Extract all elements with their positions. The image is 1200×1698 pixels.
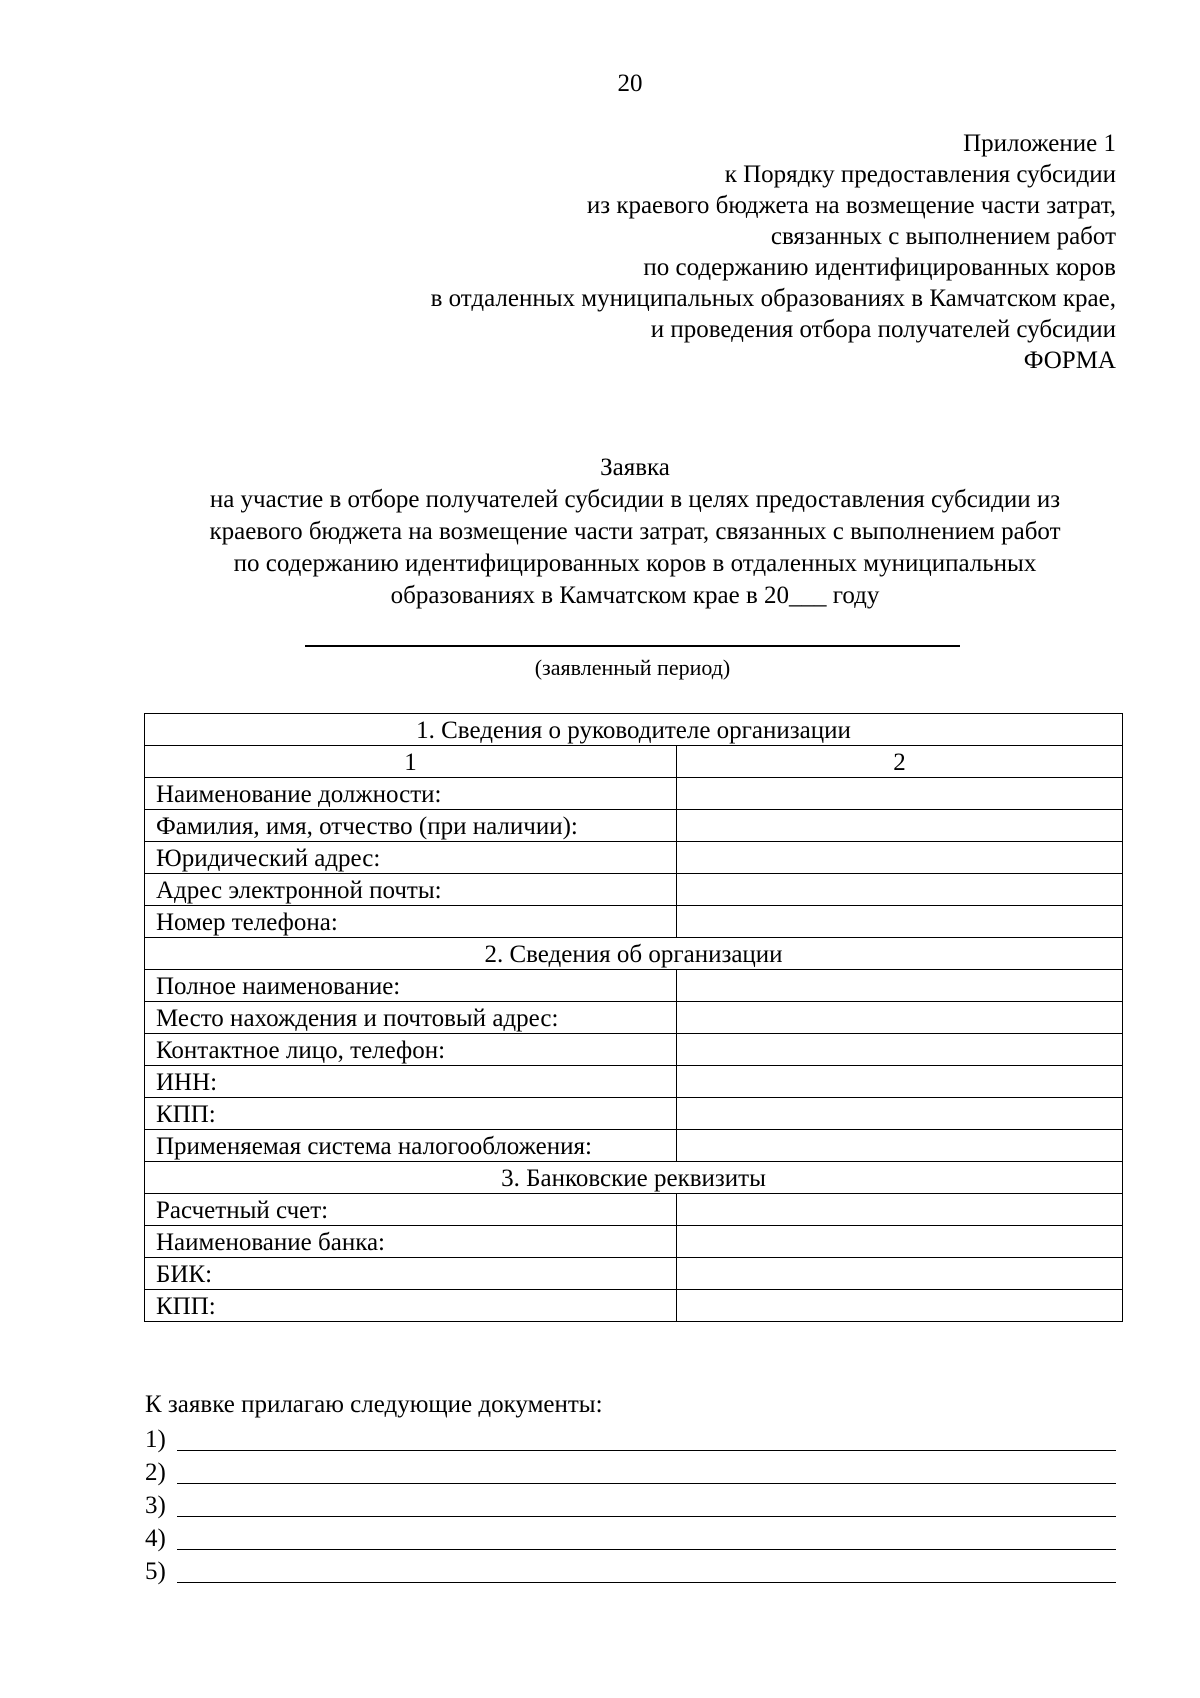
field-label: ИНН: <box>145 1066 677 1098</box>
table-row <box>145 1194 1123 1226</box>
field-value[interactable] <box>677 842 1123 874</box>
field-value[interactable] <box>677 1194 1123 1226</box>
table-row <box>145 1226 1123 1258</box>
document-title <box>145 452 1125 612</box>
section2-title: 2. Сведения об организации <box>145 938 1123 970</box>
field-label: Полное наименование: <box>145 970 677 1002</box>
title-line: образованиях в Камчатском крае в 20___ году <box>390 582 880 609</box>
table-row <box>145 1258 1123 1290</box>
title-heading: Заявка <box>600 454 670 481</box>
attachment-fill-line[interactable] <box>177 1523 1116 1550</box>
title-line: на участие в отборе получателей субсидии в целях предоставления субсидии из <box>209 486 1061 513</box>
list-item <box>145 1421 1125 1454</box>
period-fill-line[interactable] <box>305 645 960 647</box>
appendix-line: связанных с выполнением работ <box>770 223 1116 250</box>
attachment-number: 4) <box>145 1525 166 1552</box>
form-label: ФОРМА <box>1023 347 1116 374</box>
field-label: Наименование банка: <box>145 1226 677 1258</box>
field-label: Наименование должности: <box>145 778 677 810</box>
field-label: Юридический адрес: <box>145 842 677 874</box>
field-value[interactable] <box>677 970 1123 1002</box>
field-value[interactable] <box>677 906 1123 938</box>
table-row <box>145 874 1123 906</box>
appendix-line: в отдаленных муниципальных образованиях в Камчатском крае, <box>430 285 1116 312</box>
attachment-number: 2) <box>145 1459 166 1486</box>
section-header-row <box>145 714 1123 746</box>
attachment-number: 1) <box>145 1426 166 1453</box>
field-value[interactable] <box>677 1002 1123 1034</box>
field-value[interactable] <box>677 778 1123 810</box>
field-label: Контактное лицо, телефон: <box>145 1034 677 1066</box>
table-row <box>145 1130 1123 1162</box>
field-value[interactable] <box>677 1098 1123 1130</box>
appendix-line: и проведения отбора получателей субсидии <box>650 316 1116 343</box>
period-caption: (заявленный период) <box>534 655 731 680</box>
field-label: Расчетный счет: <box>145 1194 677 1226</box>
field-value[interactable] <box>677 810 1123 842</box>
table-row <box>145 1066 1123 1098</box>
column-numbers-row <box>145 746 1123 778</box>
appendix-line: из краевого бюджета на возмещение части затрат, <box>586 192 1116 219</box>
attachments-title: К заявке прилагаю следующие документы: <box>145 1391 603 1418</box>
field-value[interactable] <box>677 1258 1123 1290</box>
attachment-fill-line[interactable] <box>177 1556 1116 1583</box>
column-2-header: 2 <box>677 746 1123 778</box>
list-item <box>145 1520 1125 1553</box>
field-label: БИК: <box>145 1258 677 1290</box>
field-label: Адрес электронной почты: <box>145 874 677 906</box>
field-value[interactable] <box>677 1130 1123 1162</box>
table-row <box>145 1034 1123 1066</box>
field-label: Место нахождения и почтовый адрес: <box>145 1002 677 1034</box>
table-row <box>145 1098 1123 1130</box>
field-value[interactable] <box>677 874 1123 906</box>
page-number: 20 <box>617 70 643 97</box>
attachment-fill-line[interactable] <box>177 1490 1116 1517</box>
field-value[interactable] <box>677 1226 1123 1258</box>
title-line: по содержанию идентифицированных коров в отдаленных муниципальных <box>233 550 1037 577</box>
table-row <box>145 906 1123 938</box>
field-value[interactable] <box>677 1066 1123 1098</box>
attachment-fill-line[interactable] <box>177 1457 1116 1484</box>
field-value[interactable] <box>677 1034 1123 1066</box>
attachment-fill-line[interactable] <box>177 1424 1116 1451</box>
attachment-number: 5) <box>145 1558 166 1585</box>
list-item <box>145 1487 1125 1520</box>
section3-title: 3. Банковские реквизиты <box>145 1162 1123 1194</box>
appendix-line: по содержанию идентифицированных коров <box>643 254 1116 281</box>
field-label: Номер телефона: <box>145 906 677 938</box>
appendix-line: Приложение 1 <box>963 130 1116 157</box>
table-row <box>145 778 1123 810</box>
field-label: КПП: <box>145 1098 677 1130</box>
field-label: Применяемая система налогообложения: <box>145 1130 677 1162</box>
table-row <box>145 842 1123 874</box>
appendix-line: к Порядку предоставления субсидии <box>724 161 1116 188</box>
list-item <box>145 1454 1125 1487</box>
section-header-row <box>145 938 1123 970</box>
appendix-header <box>216 128 1116 376</box>
attachments-section <box>145 1388 1125 1586</box>
field-label: КПП: <box>145 1290 677 1322</box>
title-line: краевого бюджета на возмещение части затрат, связанных с выполнением работ <box>209 518 1061 545</box>
attachment-number: 3) <box>145 1492 166 1519</box>
application-form-table <box>144 713 1123 1322</box>
table-row <box>145 1002 1123 1034</box>
table-row <box>145 810 1123 842</box>
list-item <box>145 1553 1125 1586</box>
column-1-header: 1 <box>145 746 677 778</box>
field-label: Фамилия, имя, отчество (при наличии): <box>145 810 677 842</box>
table-row <box>145 1290 1123 1322</box>
table-row <box>145 970 1123 1002</box>
section1-title: 1. Сведения о руководителе организации <box>145 714 1123 746</box>
field-value[interactable] <box>677 1290 1123 1322</box>
section-header-row <box>145 1162 1123 1194</box>
